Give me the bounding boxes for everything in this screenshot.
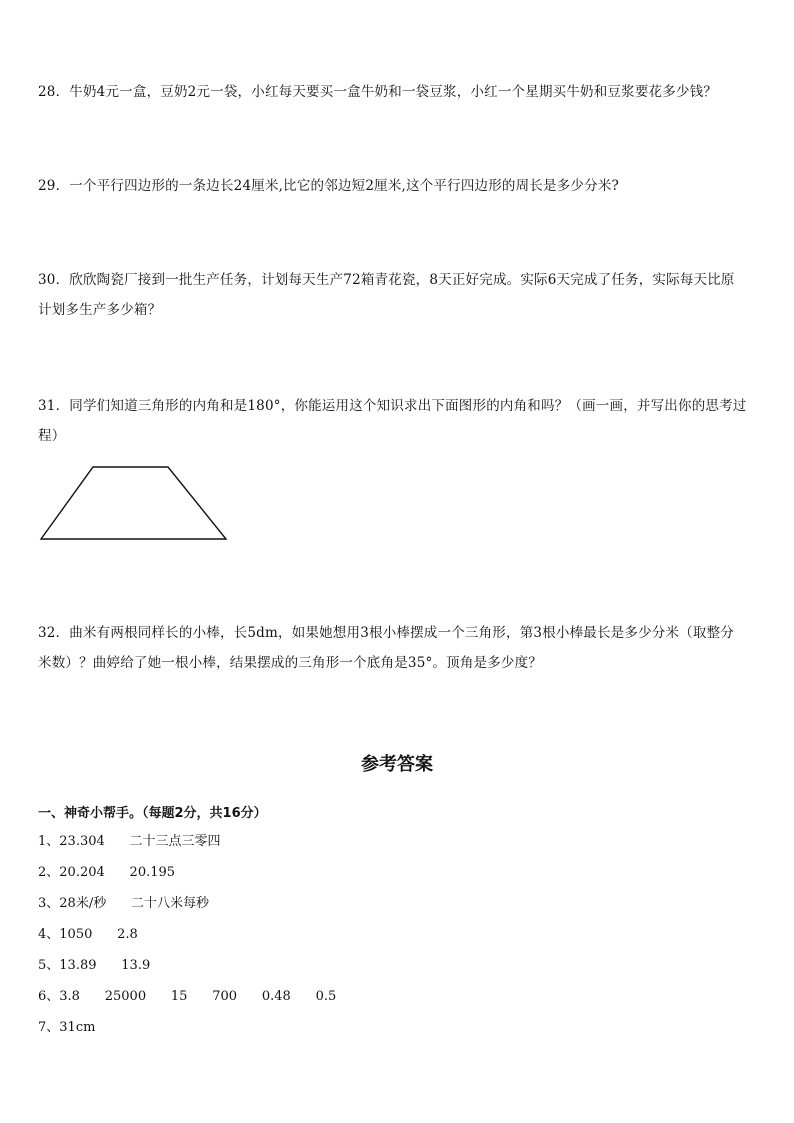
trapezoid-shape	[41, 467, 226, 539]
question-32	[38, 618, 758, 678]
question-28-text: 28．牛奶4元一盒，豆奶2元一袋，小红每天要买一盒牛奶和一袋豆浆，小红一个星期买牛奶和豆浆要花多少钱？	[38, 84, 718, 100]
answer-item: 7、31cm	[38, 1020, 96, 1035]
question-30-line-1: 30．欣欣陶瓷厂接到一批生产任务，计划每天生产72箱青花瓷，8天正好完成。实际6天完成了任务，实际每天比原	[38, 272, 735, 288]
question-28	[38, 77, 758, 107]
trapezoid-figure	[38, 463, 230, 543]
question-31-line-2: 程）	[38, 428, 66, 444]
question-32-line-2: 米数）？曲婷给了她一根小棒，结果摆成的三角形一个底角是35°。顶角是多少度？	[38, 655, 543, 671]
answer-list	[38, 826, 336, 1043]
answer-item: 1、23.304 二十三点三零四	[38, 834, 221, 849]
question-31	[38, 391, 758, 451]
answer-item: 5、13.89 13.9	[38, 958, 151, 973]
answers-heading: 参考答案	[361, 754, 433, 775]
answer-item: 3、28米/秒 二十八米每秒	[38, 896, 209, 911]
question-29-text: 29．一个平行四边形的一条边长24厘米,比它的邻边短2厘米,这个平行四边形的周长是多少分米?	[38, 178, 619, 194]
answer-item: 6、3.8 25000 15 700 0.48 0.5	[38, 989, 337, 1004]
question-31-line-1: 31．同学们知道三角形的内角和是180°，你能运用这个知识求出下面图形的内角和吗？（画一画，并写出你的思考过	[38, 398, 747, 414]
answer-item: 2、20.204 20.195	[38, 865, 176, 880]
answer-item: 4、1050 2.8	[38, 927, 138, 942]
question-30	[38, 265, 758, 325]
section-1-heading: 一、神奇小帮手。（每题2分，共16分）	[38, 806, 267, 821]
question-29	[38, 171, 758, 201]
question-30-line-2: 计划多生产多少箱？	[38, 302, 162, 318]
question-32-line-1: 32．曲米有两根同样长的小棒，长5dm，如果她想用3根小棒摆成一个三角形，第3根小棒最长是多少分米（取整分	[38, 625, 734, 641]
